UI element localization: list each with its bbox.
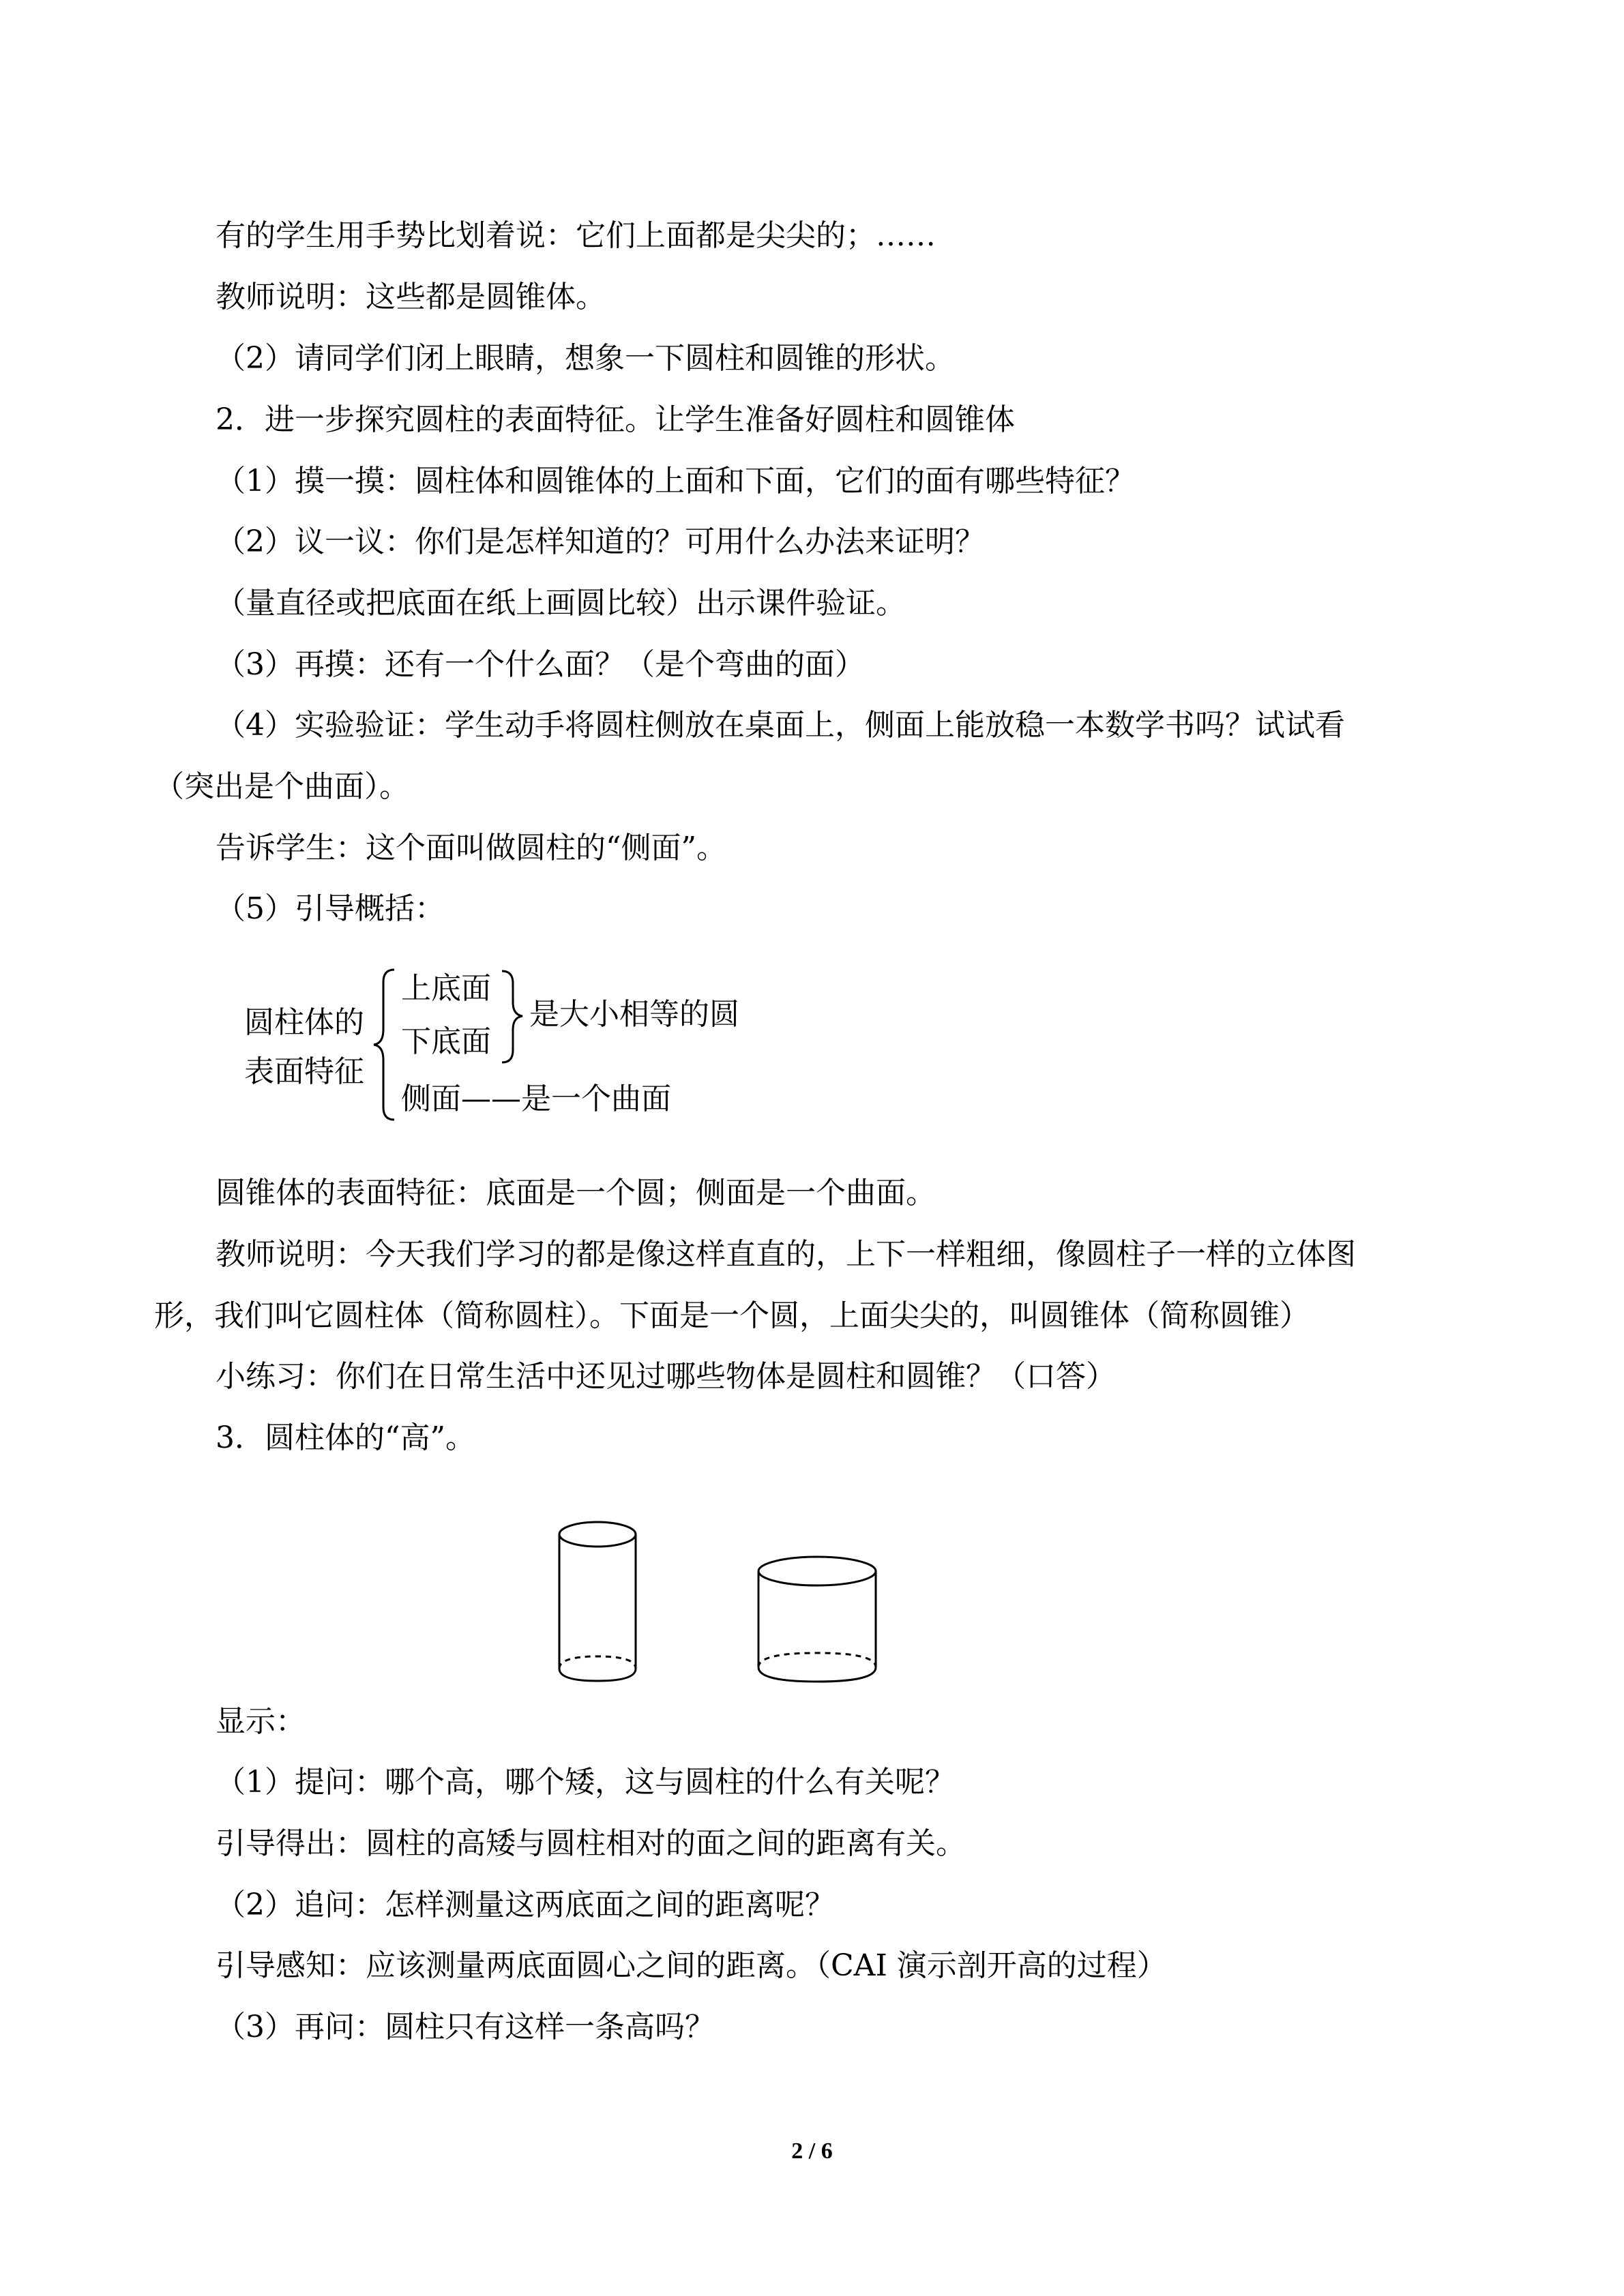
- text-line: （1）摸一摸：圆柱体和圆锥体的上面和下面，它们的面有哪些特征？: [216, 464, 1135, 498]
- text-line: 2．进一步探究圆柱的表面特征。让学生准备好圆柱和圆锥体: [216, 402, 1015, 437]
- summary-title-line1: 圆柱体的: [244, 1005, 364, 1040]
- text-line: （量直径或把底面在纸上画圆比较）出示课件验证。: [216, 586, 906, 621]
- short-cylinder: [758, 1557, 876, 1682]
- page-number: 2 / 6: [791, 2138, 833, 2164]
- text-line: （3）再问：圆柱只有这样一条高吗？: [216, 2010, 715, 2044]
- text-line: （1）提问：哪个高，哪个矮，这与圆柱的什么有关呢？: [216, 1765, 955, 1800]
- summary-bases-desc: 是大小相等的圆: [529, 997, 739, 1032]
- text-line: 3．圆柱体的“高”。: [216, 1420, 475, 1455]
- text-line: （3）再摸：还有一个什么面？（是个弯曲的面）: [216, 647, 865, 682]
- text-line: 教师说明：这些都是圆锥体。: [216, 280, 606, 314]
- text-line: 告诉学生：这个面叫做圆柱的“侧面”。: [216, 831, 726, 865]
- text-line: 引导得出：圆柱的高矮与圆柱相对的面之间的距离有关。: [216, 1826, 966, 1861]
- text-line: 有的学生用手势比划着说：它们上面都是尖尖的；……: [216, 218, 936, 253]
- text-line: （5）引导概括：: [216, 891, 445, 926]
- summary-title-line2: 表面特征: [244, 1054, 364, 1089]
- text-line: （4）实验验证：学生动手将圆柱侧放在桌面上，侧面上能放稳一本数学书吗？试试看: [216, 708, 1345, 743]
- text-line: 圆锥体的表面特征：底面是一个圆；侧面是一个曲面。: [216, 1176, 936, 1210]
- text-line: 显示：: [216, 1704, 306, 1739]
- summary-top-base: 上底面: [401, 971, 491, 1006]
- summary-side: 侧面——是一个曲面: [401, 1082, 671, 1116]
- summary-bottom-base: 下底面: [401, 1024, 491, 1059]
- text-line: （2）请同学们闭上眼睛，想象一下圆柱和圆锥的形状。: [216, 341, 955, 376]
- text-line: （2）议一议：你们是怎样知道的？可用什么办法来证明？: [216, 524, 985, 559]
- text-line: 形，我们叫它圆柱体（简称圆柱）。下面是一个圆，上面尖尖的，叫圆锥体（简称圆锥）: [154, 1298, 1310, 1333]
- text-line: （2）追问：怎样测量这两底面之间的距离呢？: [216, 1888, 835, 1922]
- text-line: （突出是个曲面）。: [154, 769, 409, 804]
- text-line: 引导感知：应该测量两底面圆心之间的距离。（CAI 演示剖开高的过程）: [216, 1948, 1167, 1983]
- text-line: 教师说明：今天我们学习的都是像这样直直的，上下一样粗细，像圆柱子一样的立体图: [216, 1237, 1356, 1272]
- tall-cylinder: [559, 1522, 636, 1681]
- text-line: 小练习：你们在日常生活中还见过哪些物体是圆柱和圆锥？（口答）: [216, 1359, 1116, 1394]
